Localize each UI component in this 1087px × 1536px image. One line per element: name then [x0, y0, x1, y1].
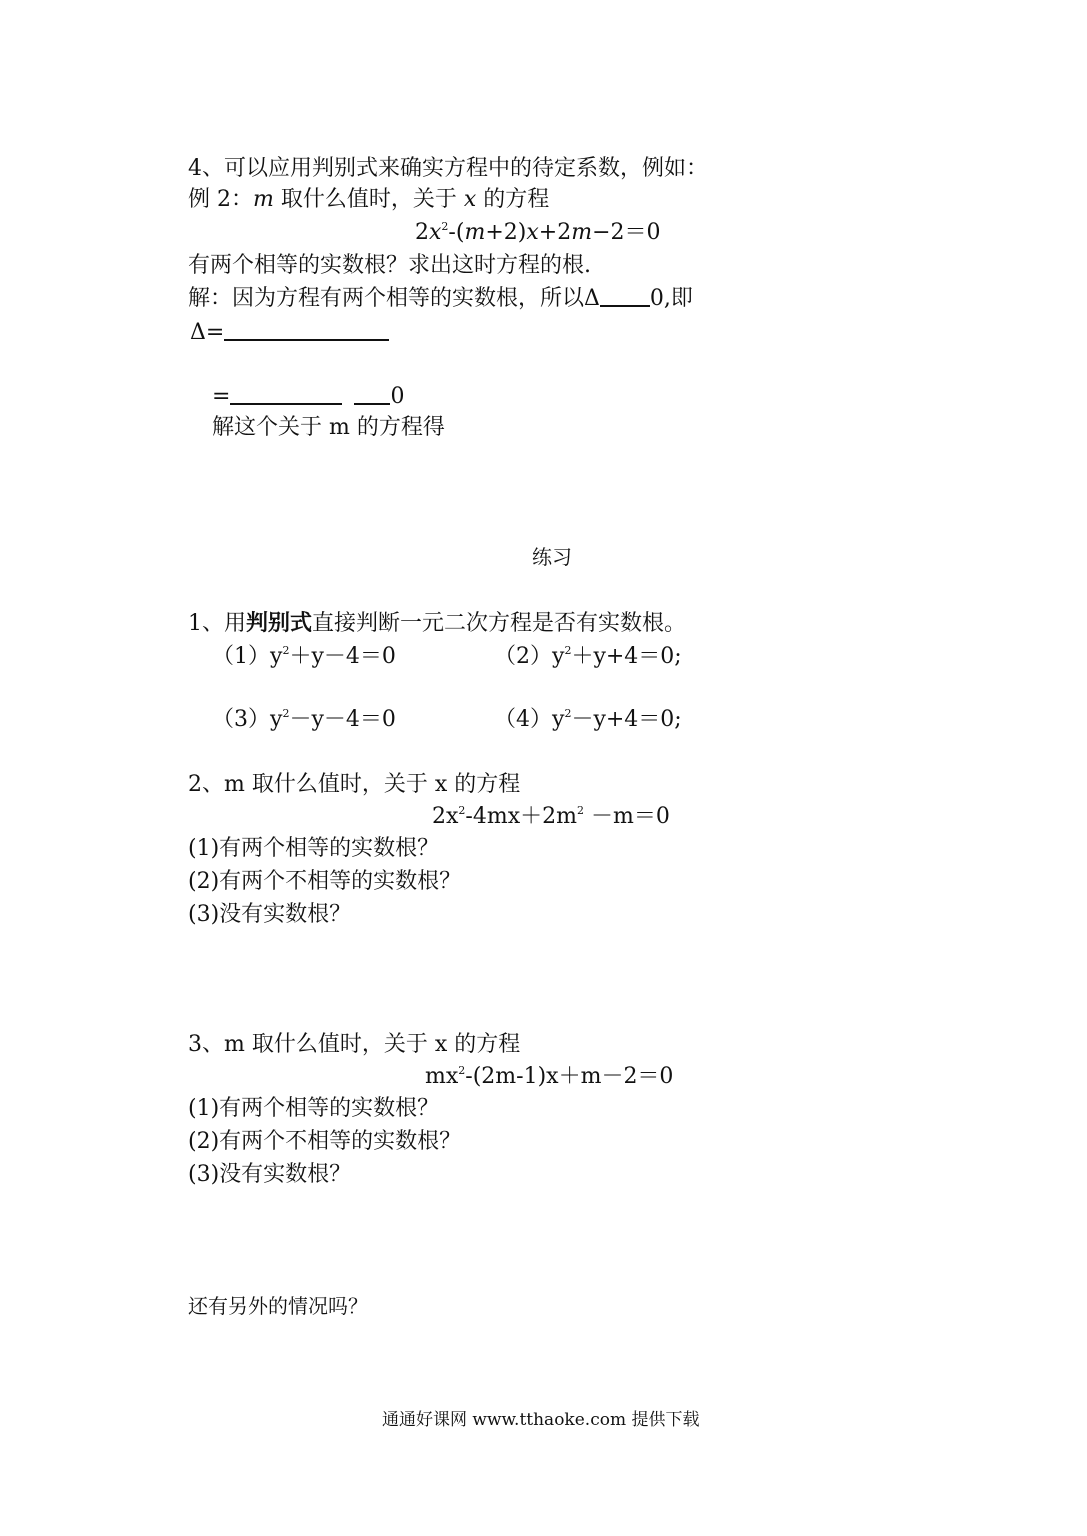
q2-option-2: (2)有两个不相等的实数根？: [188, 869, 462, 894]
ex4-delta-line: Δ=: [190, 321, 389, 344]
ex4-line-3: 有两个相等的实数根？求出这时方程的根.: [188, 253, 591, 278]
q1-stem: 1、用判别式直接判断一元二次方程是否有实数根。: [188, 610, 687, 636]
answer-blank: [230, 385, 342, 405]
q3-option-2: (2)有两个不相等的实数根？: [188, 1129, 462, 1154]
q3-stem: 3、m 取什么值时，关于 x 的方程: [188, 1032, 521, 1057]
extra-question: 还有另外的情况吗？: [188, 1294, 368, 1318]
ex4-example-line: 例 2：m 取什么值时，关于 x 的方程: [188, 187, 550, 212]
answer-blank: [354, 385, 390, 405]
ex4-equation: $2x^2-(m+2)x+2m-2=0$: [415, 220, 661, 245]
q1-item-2: $(2)y^2+y+4=0$;: [494, 644, 682, 669]
ex4-line-1: 4、可以应用判别式来确实方程中的待定系数，例如：: [188, 156, 708, 181]
q3-option-3: (3)没有实数根？: [188, 1162, 352, 1187]
q3-equation: $mx^2-(2m-1)x+m-2=0$: [425, 1064, 674, 1089]
q2-equation: $2x^2-4mx+2m^2 -m=0$: [432, 804, 670, 829]
q1-item-3: $(3)y^2-y-4=0$: [212, 707, 396, 732]
ex4-equals-line: = 0: [212, 384, 405, 409]
page-footer: 通通好课网 www.tthaoke.com 提供下载: [382, 1410, 700, 1430]
q1-item-1: $(1)y^2+y-4=0$: [212, 644, 396, 669]
q3-option-1: (1)有两个相等的实数根？: [188, 1096, 440, 1121]
q2-option-3: (3)没有实数根？: [188, 902, 352, 927]
practice-title: 练习: [532, 545, 572, 569]
answer-blank: [600, 287, 650, 307]
q1-item-4: $(4)y^2-y+4=0$;: [494, 707, 682, 732]
q2-option-1: (1)有两个相等的实数根？: [188, 836, 440, 861]
ex4-solution-line: 解：因为方程有两个相等的实数根，所以Δ 0,即: [188, 286, 693, 311]
ex4-line-7: 解这个关于 m 的方程得: [212, 415, 445, 440]
answer-blank: [224, 321, 389, 341]
q2-stem: 2、m 取什么值时，关于 x 的方程: [188, 772, 521, 797]
